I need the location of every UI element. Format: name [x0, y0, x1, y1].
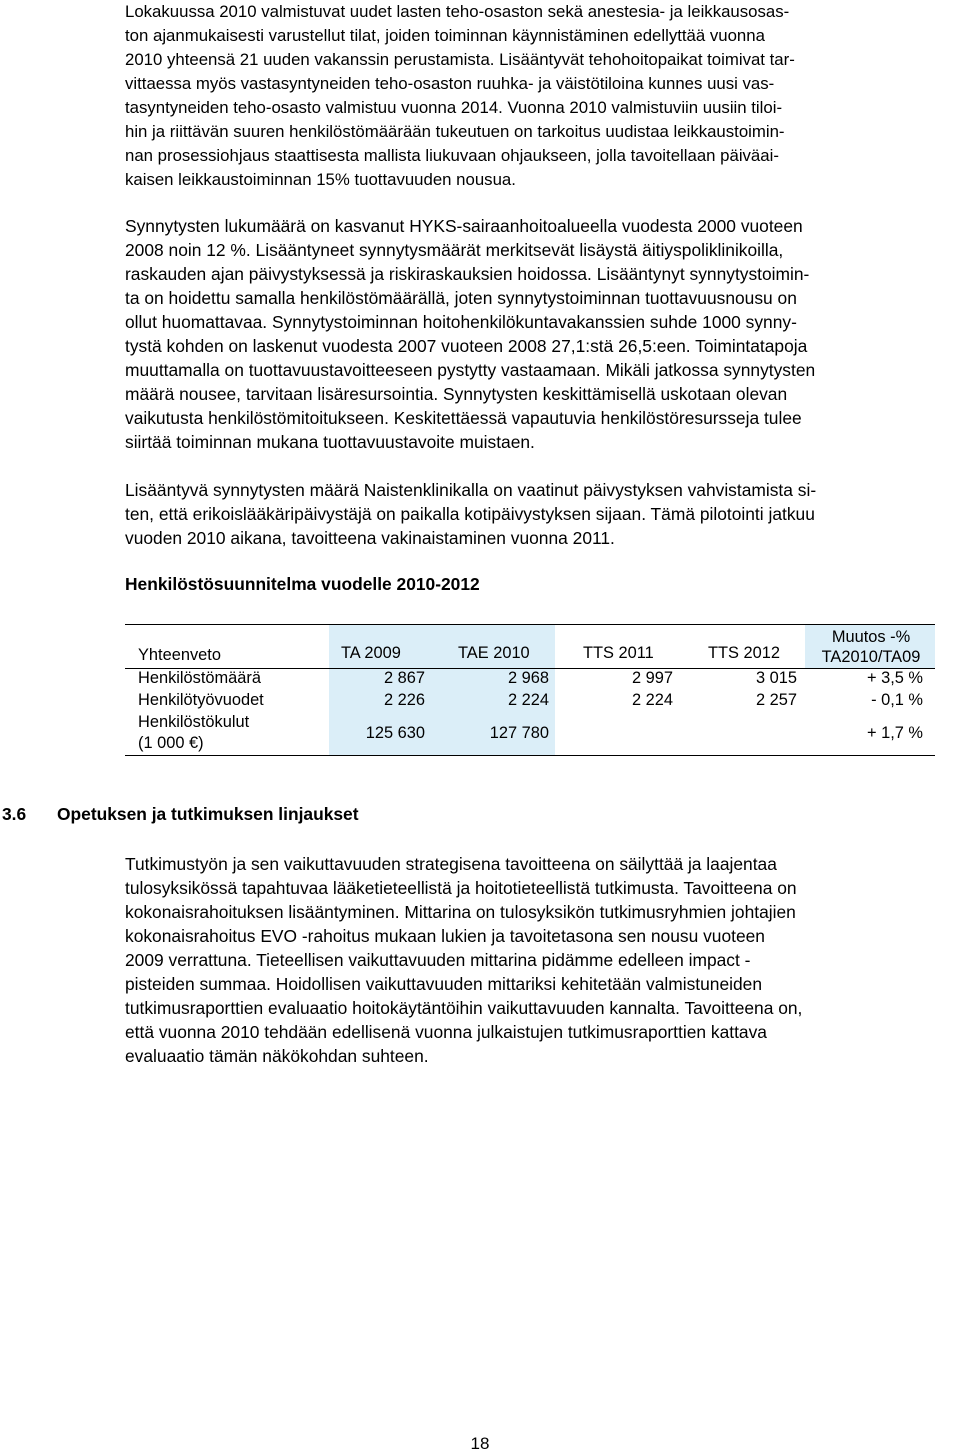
header-ta2009: TA 2009 [341, 644, 401, 662]
cell-tts2012: 3 015 [755, 669, 797, 687]
header-tae2010: TAE 2010 [458, 644, 530, 662]
staff-plan-table [125, 624, 935, 756]
text-line: ollut huomattavaa. Synnytystoiminnan hoitohenkilökuntavakanssien suhde 1000 synny- [125, 312, 797, 332]
text-line: tasyntyneiden teho-osasto valmistuu vuonna 2014. Vuonna 2010 valmistuviin uusiin tiloi- [125, 98, 783, 117]
text-line: Lisääntyvä synnytysten määrä Naistenklinikalla on vaatinut päivystyksen vahvistamista si- [125, 480, 817, 500]
header-tts2011: TTS 2011 [583, 644, 654, 662]
cell-ta2009: 2 867 [383, 669, 425, 687]
cell-change: + 3,5 % [866, 669, 923, 687]
text-line: 2010 yhteensä 21 uuden vakanssin perustamista. Lisääntyvät tehohoitopaikat toimivat tar- [125, 50, 795, 69]
cell-change: - 0,1 % [871, 691, 923, 709]
cell-tae2010: 2 968 [507, 669, 549, 687]
cell-ta2009: 125 630 [365, 724, 425, 742]
text-line: että vuonna 2010 tehdään edellisenä vuonna julkaistujen tutkimusraporttien kattava [125, 1022, 767, 1042]
section-number: 3.6 [2, 804, 27, 824]
cell-tts2012: 2 257 [755, 691, 797, 709]
section-title: Opetuksen ja tutkimuksen linjaukset [57, 804, 359, 824]
text-line: hin ja riittävän suuren henkilöstömäärään tukeutuen on tarkoitus uudistaa leikkaustoimin- [125, 122, 785, 141]
cell-tts2011: 2 224 [631, 691, 673, 709]
page-number: 18 [470, 1434, 490, 1453]
row-label: Henkilöstökulut [138, 713, 250, 731]
text-line: vittaessa myös vastasyntyneiden teho-osaston ruuhka- ja väistötiloina kunnes uusi vas- [125, 74, 775, 93]
cell-tae2010: 2 224 [507, 691, 549, 709]
header-summary: Yhteenveto [138, 646, 221, 664]
text-line: pisteiden summaa. Hoidollisen vaikuttavuuden mittariksi kehitetään valmistuneiden [125, 974, 763, 994]
text-line: ton ajanmukaisesti varustellut tilat, joiden toiminnan käynnistäminen edellyttää vuonna [125, 26, 765, 45]
text-line: kokonaisrahoitus EVO -rahoitus mukaan lukien ja tavoitetasona sen nousu vuoteen [125, 926, 765, 946]
cell-ta2009: 2 226 [383, 691, 425, 709]
text-line: tulosyksikössä tapahtuvaa lääketieteellistä ja hoitotieteellistä tutkimusta. Tavoitteena on [125, 878, 797, 898]
text-line: evaluaatio tämän näkökohdan suhteen. [125, 1046, 429, 1066]
row-label: Henkilötyövuodet [138, 691, 264, 709]
text-line: kokonaisrahoituksen lisääntyminen. Mittarina on tulosyksikön tutkimusryhmien johtajien [125, 902, 796, 922]
text-line: 2008 noin 12 %. Lisääntyneet synnytysmäärät merkitsevät lisäystä äitiyspoliklinikoilla, [125, 240, 784, 260]
text-line: tutkimusraporttien evaluaatio hoitokäytäntöihin vaikuttavuuden kannalta. Tavoitteena on, [125, 998, 803, 1018]
text-line: siirtää toiminnan mukana tuottavuustavoite muistaen. [125, 432, 535, 452]
header-change: Muutos -% [831, 628, 911, 646]
cell-change: + 1,7 % [866, 724, 923, 742]
text-line: muuttamalla on tuottavuustavoitteeseen pystytty vastaamaan. Mikäli jatkossa synnytysten [125, 360, 816, 380]
text-line: raskauden ajan päivystyksessä ja riskiraskauksien hoidossa. Lisääntynyt synnytystoimin- [125, 264, 810, 284]
text-line: vaikutusta henkilöstömitoitukseen. Keskitettäessä vapautuvia henkilöstöresursseja tulee [125, 408, 802, 428]
text-line: ten, että erikoislääkäripäivystäjä on paikalla kotipäivystyksen sijaan. Tämä pilotointi jatkuu [125, 504, 815, 524]
text-line: vuoden 2010 aikana, tavoitteena vakinaistaminen vuonna 2011. [125, 528, 615, 548]
text-line: määrä nousee, tarvitaan lisäresursointia. Synnytysten keskittämisellä uskotaan olevan [125, 384, 788, 404]
text-line: nan prosessiohjaus staattisesta mallista liukuvaan ohjaukseen, jolla tavoitellaan päiväai- [125, 146, 779, 165]
table-rule-top [125, 624, 935, 625]
text-line: Tutkimustyön ja sen vaikuttavuuden strategisena tavoitteena on säilyttää ja laajentaa [125, 854, 777, 874]
text-line: 2009 verrattuna. Tieteellisen vaikuttavuuden mittarina pidämme edelleen impact - [125, 950, 751, 970]
header-change-basis: TA2010/TA09 [821, 648, 921, 666]
row-label-unit: (1 000 €) [138, 734, 204, 752]
text-line: ta on hoidettu samalla henkilöstömäärällä, joten synnytystoiminnan tuottavuusnousu on [125, 288, 797, 308]
table-title: Henkilöstösuunnitelma vuodelle 2010-2012 [125, 574, 480, 594]
text-line: Lokakuussa 2010 valmistuvat uudet lasten teho-osaston sekä anestesia- ja leikkausosas- [125, 2, 790, 21]
text-line: Synnytysten lukumäärä on kasvanut HYKS-sairaanhoitoalueella vuodesta 2000 vuoteen [125, 216, 803, 236]
cell-tae2010: 127 780 [489, 724, 549, 742]
table-rule-bottom [125, 755, 935, 756]
header-tts2012: TTS 2012 [708, 644, 780, 662]
cell-tts2011: 2 997 [631, 669, 673, 687]
text-line: tystä kohden on laskenut vuodesta 2007 vuoteen 2008 27,1:stä 26,5:een. Toimintatapoja [125, 336, 808, 356]
row-label: Henkilöstömäärä [138, 669, 261, 687]
text-line: kaisen leikkaustoiminnan 15% tuottavuuden nousua. [125, 170, 516, 189]
